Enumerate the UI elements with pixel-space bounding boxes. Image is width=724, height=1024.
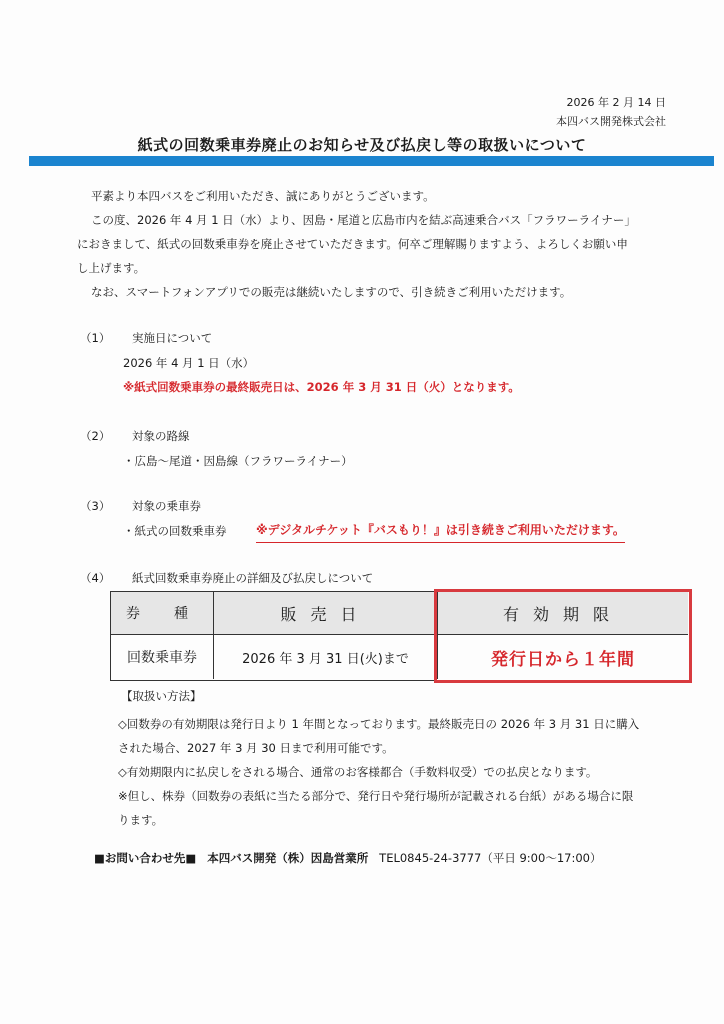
intro-paragraph-1: 平素より本四バスをご利用いただき、誠にありがとうございます。: [91, 189, 435, 203]
handling-line: ります。: [118, 813, 164, 827]
issuer-company: 本四バス開発株式会社: [556, 115, 666, 128]
table-cell-sale-date: 2026 年 3 月 31 日(火)まで: [214, 635, 438, 679]
section-number: （1）: [80, 331, 111, 345]
intro-paragraph-2: この度、2026 年 4 月 1 日（水）より、因島・尾道と広島市内を結ぶ高速乗合バス「フラワーライナー」: [91, 213, 636, 227]
last-sale-date-note: ※紙式回数乗車券の最終販売日は、2026 年 3 月 31 日（火）となります。: [123, 380, 520, 394]
digital-ticket-note: ※デジタルチケット『バスもり！』は引き続きご利用いただけます。: [256, 521, 625, 543]
table-cell-ticket-type: 回数乗車券: [111, 635, 214, 679]
document-date: 2026 年 2 月 14 日: [566, 96, 666, 109]
section-title: 実施日について: [132, 331, 213, 345]
section-title: 対象の乗車券: [132, 499, 201, 513]
intro-paragraph-2-cont: におきまして、紙式の回数乗車券を廃止させていただきます。何卒ご理解賜りますよう、よろしくお願い申: [77, 237, 628, 251]
section-title: 対象の路線: [132, 429, 190, 443]
section-4-heading: [80, 570, 373, 586]
contact-phone: TEL0845-24-3777（平日 9:00〜17:00）: [379, 851, 602, 865]
section-1-heading: [80, 330, 212, 346]
contact-info: [94, 850, 601, 866]
table-header-validity: 有効期限: [438, 592, 688, 635]
section-2-heading: [80, 428, 190, 444]
table-cell-validity: 発行日から１年間: [491, 649, 635, 670]
section-3-heading: [80, 498, 201, 514]
title-underline-bar: [29, 156, 714, 166]
implementation-date: 2026 年 4 月 1 日（水）: [123, 356, 255, 370]
target-ticket: ・紙式の回数乗車券: [123, 524, 227, 538]
validity-highlight-frame: [434, 589, 692, 683]
handling-line: された場合、2027 年 3 月 30 日まで利用可能です。: [118, 741, 394, 755]
page-title: 紙式の回数乗車券廃止のお知らせ及び払戻し等の取扱いについて: [137, 136, 587, 154]
section-title: 紙式回数乗車券廃止の詳細及び払戻しについて: [132, 571, 374, 585]
target-route: ・広島〜尾道・因島線（フラワーライナー）: [123, 454, 353, 468]
handling-title: 【取扱い方法】: [121, 689, 202, 703]
intro-paragraph-3: なお、スマートフォンアプリでの販売は継続いたしますので、引き続きご利用いただけます。: [91, 285, 572, 299]
handling-line: ※但し、株券（回数券の表紙に当たる部分で、発行日や発行場所が記載される台紙）がある場合に限: [118, 789, 634, 803]
intro-paragraph-2-end: し上げます。: [77, 261, 146, 275]
table-header-sale-date: 販売日: [214, 592, 438, 635]
contact-office: 本四バス開発（株）因島営業所: [207, 851, 369, 865]
handling-line: ◇有効期限内に払戻しをされる場合、通常のお客様都合（手数料収受）での払戻となります。: [118, 765, 598, 779]
section-number: （4）: [80, 571, 111, 585]
handling-line: ◇回数券の有効期限は発行日より 1 年間となっております。最終販売日の 2026 年 3 月 31 日に購入: [118, 717, 640, 731]
table-header-ticket-type: 券 種: [111, 592, 214, 635]
contact-label: ■お問い合わせ先■: [94, 851, 197, 865]
section-number: （2）: [80, 429, 111, 443]
section-number: （3）: [80, 499, 111, 513]
